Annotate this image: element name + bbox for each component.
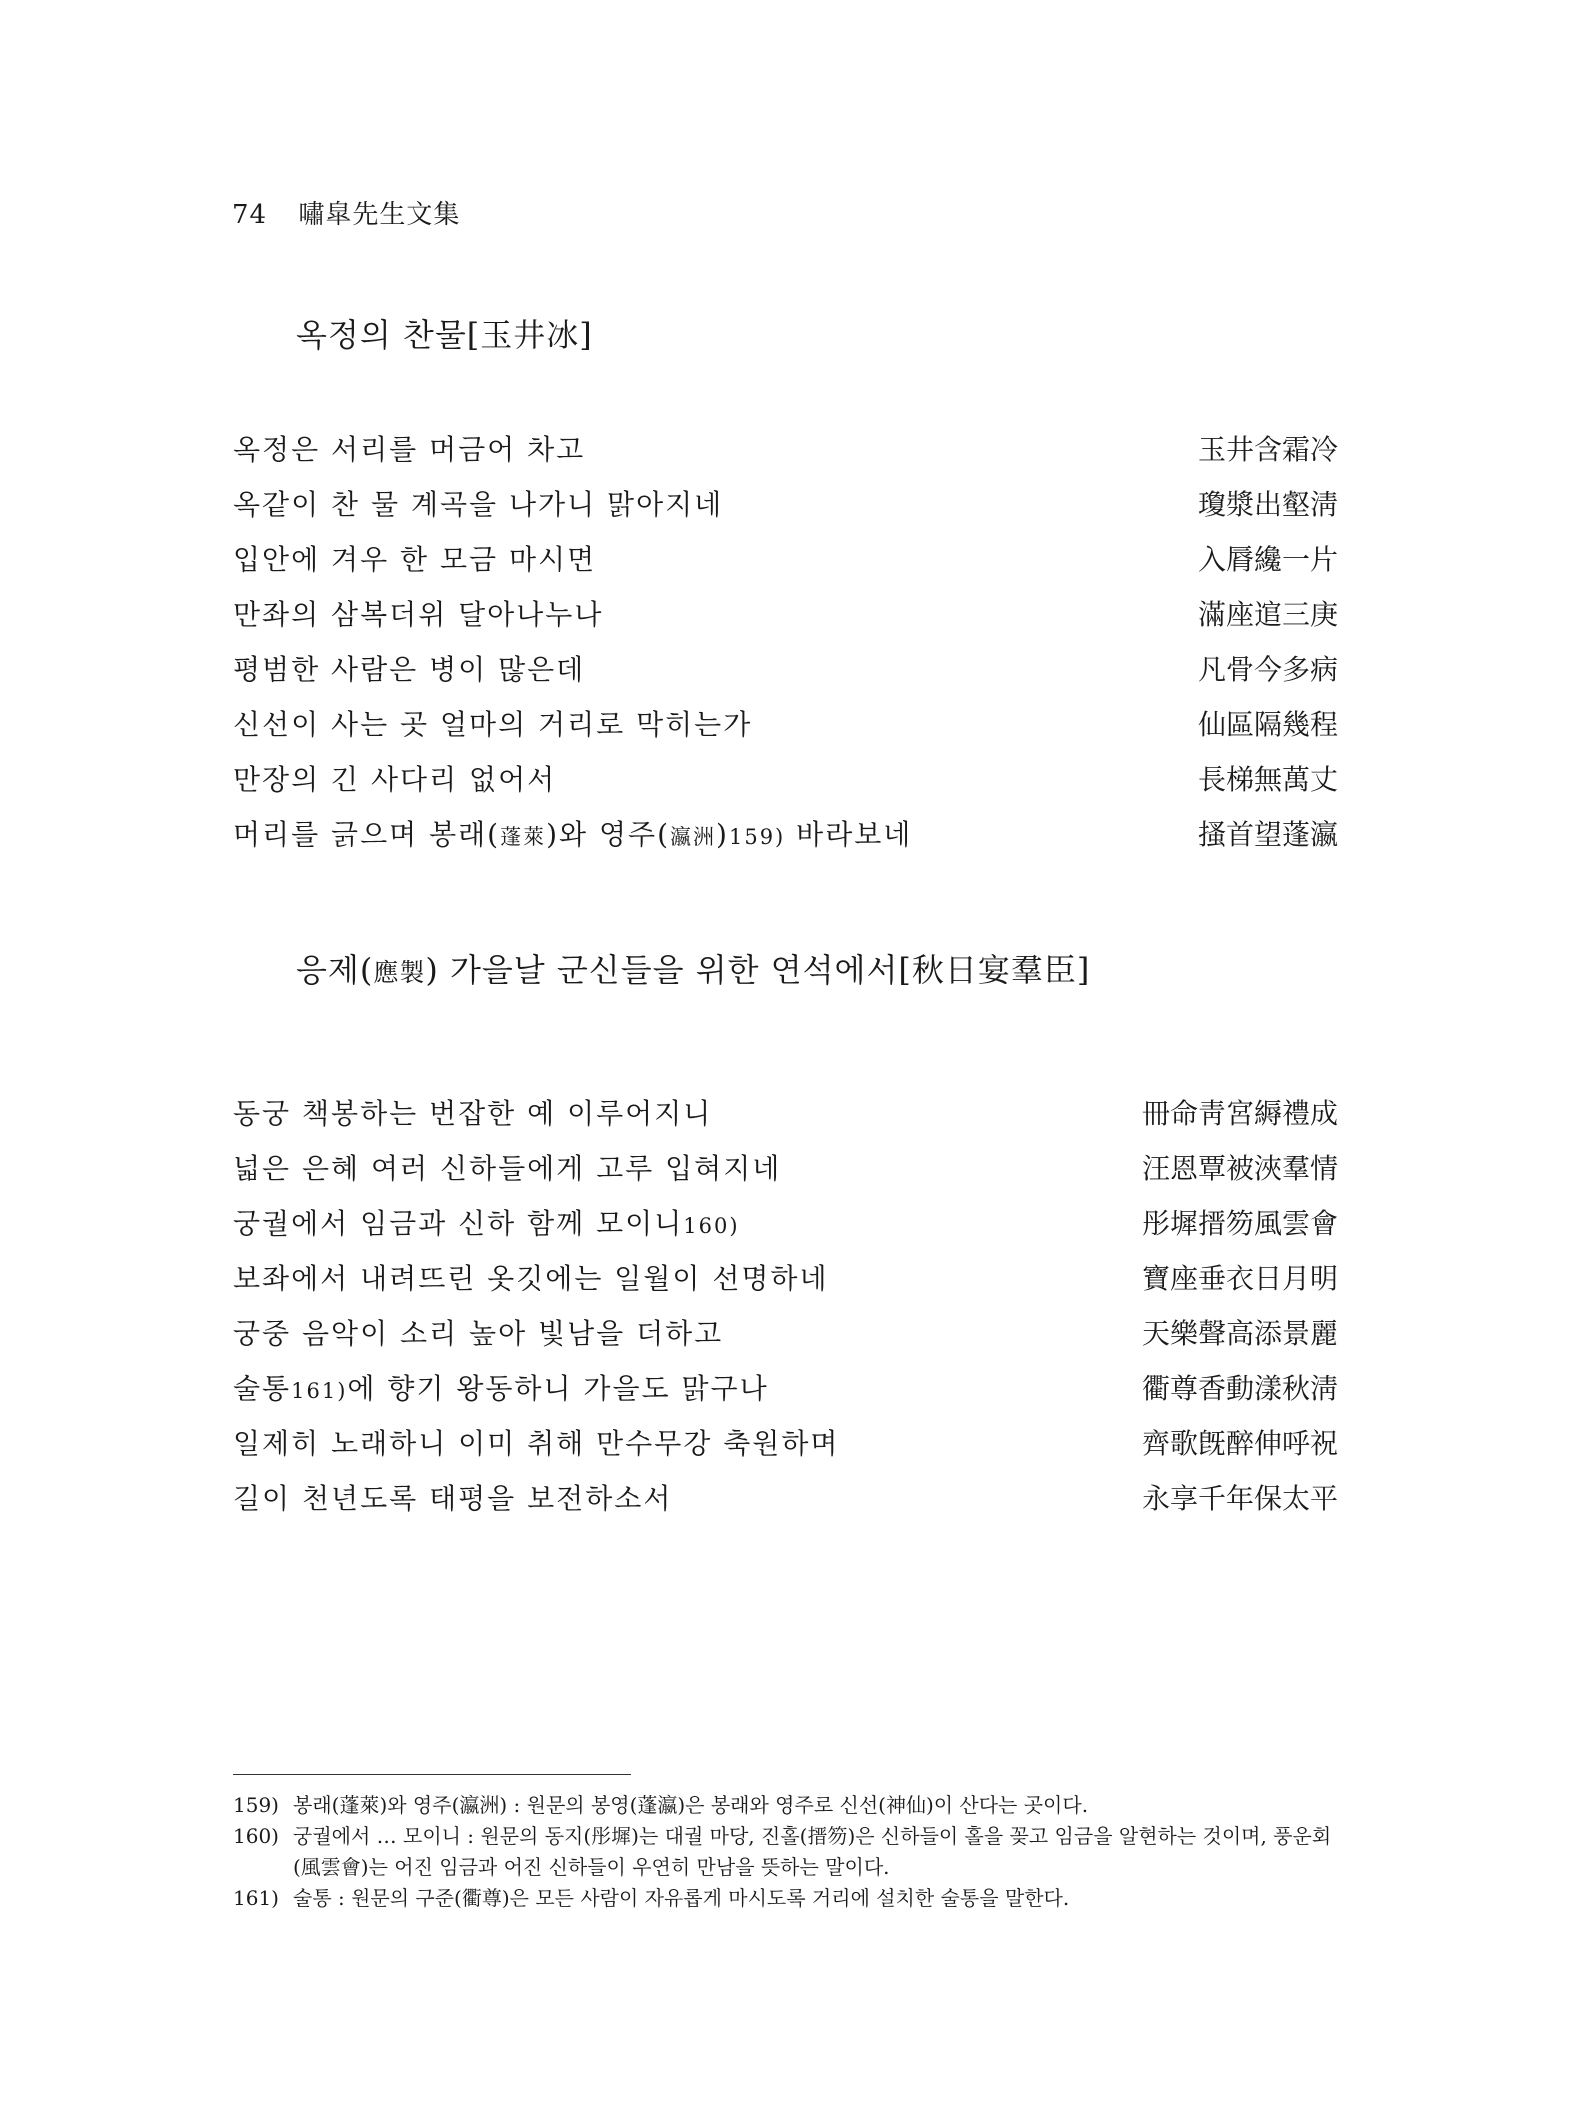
verse-korean: 일제히 노래하니 이미 취해 만수무강 축원하며 bbox=[233, 1427, 840, 1460]
verse-gloss: 瀛洲 bbox=[670, 825, 717, 849]
verse-korean: 만좌의 삼복더위 달아나누나 bbox=[233, 598, 604, 631]
verse-hanja: 永享千年保太平 bbox=[1141, 1482, 1338, 1515]
footnote bbox=[233, 1790, 1343, 1821]
verse-korean bbox=[233, 1361, 769, 1419]
verse-gloss: 蓬萊 bbox=[500, 825, 547, 849]
footnote bbox=[233, 1821, 1343, 1883]
verse-korean: 평범한 사람은 병이 많은데 bbox=[233, 653, 586, 686]
verse-korean: 신선이 사는 곳 얼마의 거리로 막히는가 bbox=[233, 708, 753, 741]
footnote-ref[interactable]: 160) bbox=[683, 1214, 740, 1238]
footnote-number: 160) bbox=[233, 1824, 279, 1848]
verse-hanja: 仙區隔幾程 bbox=[1197, 708, 1338, 741]
poem bbox=[233, 1086, 1338, 1526]
page-number: 74 bbox=[232, 200, 268, 230]
poem-title: 옥정의 찬물[玉井冰] bbox=[296, 316, 593, 354]
book-title: 嘯皐先生文集 bbox=[298, 200, 461, 230]
verse-hanja: 入脣纔一片 bbox=[1197, 543, 1338, 576]
verse-hanja: 凡骨今多病 bbox=[1197, 653, 1338, 686]
title-text: 응제( bbox=[296, 951, 374, 989]
verse-hanja: 天樂聲高添景麗 bbox=[1141, 1317, 1338, 1350]
verse-hanja: 彤墀搢笏風雲會 bbox=[1141, 1207, 1338, 1240]
verse-hanja: 長梯無萬丈 bbox=[1197, 763, 1338, 796]
verse-korean: 보좌에서 내려뜨린 옷깃에는 일월이 선명하네 bbox=[233, 1262, 829, 1295]
footnote-text: 봉래(蓬萊)와 영주(瀛洲) : 원문의 봉영(蓬瀛)은 봉래와 영주로 신선(神仙)이 산다는 곳이다. bbox=[293, 1793, 1089, 1817]
verse-text: 머리를 긁으며 봉래( bbox=[233, 818, 501, 851]
verse-korean bbox=[233, 807, 912, 865]
verse-text: 에 향기 왕동하니 가을도 맑구나 bbox=[347, 1372, 769, 1405]
verse-line bbox=[233, 532, 1338, 587]
verse-line bbox=[233, 477, 1338, 532]
verse-korean: 옥정은 서리를 머금어 차고 bbox=[233, 433, 586, 466]
title-gloss: 應製 bbox=[373, 958, 426, 987]
footnote-text: 술통 : 원문의 구준(衢尊)은 모든 사람이 자유롭게 마시도록 거리에 설치한 술통을 말한다. bbox=[293, 1886, 1070, 1910]
verse-hanja: 衢尊香動漾秋淸 bbox=[1141, 1372, 1338, 1405]
footnote-text: 궁궐에서 … 모이니 : 원문의 동지(彤墀)는 대궐 마당, 진홀(搢笏)은 신하들이 홀을 꽂고 임금을 알현하는 것이며, 풍운회(風雲會)는 어진 임금과 어진 신하들이 우연히 만남을 뜻하는 말이다. bbox=[293, 1824, 1332, 1879]
verse-hanja: 冊命靑宮縟禮成 bbox=[1141, 1097, 1338, 1130]
verse-text: 술통 bbox=[233, 1372, 292, 1405]
verse-korean: 만장의 긴 사다리 없어서 bbox=[233, 763, 557, 796]
verse-hanja: 搔首望蓬瀛 bbox=[1197, 818, 1338, 851]
verse-text: ) bbox=[716, 818, 729, 851]
verse-line bbox=[233, 1086, 1338, 1141]
footnotes bbox=[233, 1790, 1343, 1914]
verse-hanja: 齊歌旣醉伸呼祝 bbox=[1141, 1427, 1338, 1460]
verse-hanja: 玉井含霜冷 bbox=[1197, 433, 1338, 466]
footnote-number: 159) bbox=[233, 1793, 279, 1817]
title-text: ) 가을날 군신들을 위한 연석에서[秋日宴羣臣] bbox=[425, 951, 1091, 989]
verse-korean: 옥같이 찬 물 계곡을 나가니 맑아지네 bbox=[233, 488, 724, 521]
verse-hanja: 汪恩覃被浹羣情 bbox=[1141, 1152, 1338, 1185]
verse-line bbox=[233, 1141, 1338, 1196]
verse-hanja: 寶座垂衣日月明 bbox=[1141, 1262, 1338, 1295]
footnote-ref[interactable]: 159) bbox=[728, 825, 786, 849]
verse-korean: 길이 천년도록 태평을 보전하소서 bbox=[233, 1482, 673, 1515]
verse-line bbox=[233, 1361, 1338, 1416]
verse-korean bbox=[233, 1196, 740, 1254]
page-header bbox=[232, 194, 460, 231]
verse-line bbox=[233, 1306, 1338, 1361]
verse-korean: 궁중 음악이 소리 높아 빛남을 더하고 bbox=[233, 1317, 724, 1350]
verse-line bbox=[233, 587, 1338, 642]
verse-line bbox=[233, 422, 1338, 477]
verse-korean: 입안에 겨우 한 모금 마시면 bbox=[233, 543, 597, 576]
verse-line bbox=[233, 642, 1338, 697]
verse-korean: 동궁 책봉하는 번잡한 예 이루어지니 bbox=[233, 1097, 713, 1130]
verse-text: )와 영주( bbox=[546, 818, 671, 851]
verse-line bbox=[233, 807, 1338, 862]
verse-hanja: 瓊漿出壑淸 bbox=[1197, 488, 1338, 521]
verse-korean: 넓은 은혜 여러 신하들에게 고루 입혀지네 bbox=[233, 1152, 782, 1185]
verse-text: 궁궐에서 임금과 신하 함께 모이니 bbox=[233, 1207, 684, 1240]
verse-text: 바라보네 bbox=[785, 818, 913, 851]
verse-line bbox=[233, 1471, 1338, 1526]
footnote-ref[interactable]: 161) bbox=[291, 1379, 348, 1403]
verse-line bbox=[233, 1251, 1338, 1306]
verse-line bbox=[233, 752, 1338, 807]
footnote-number: 161) bbox=[233, 1886, 279, 1910]
verse-line bbox=[233, 1196, 1338, 1251]
poem bbox=[233, 422, 1338, 862]
footnote bbox=[233, 1883, 1343, 1914]
footnote-divider bbox=[233, 1774, 631, 1775]
verse-line bbox=[233, 1416, 1338, 1471]
poem-title bbox=[296, 945, 1090, 991]
verse-hanja: 滿座逭三庚 bbox=[1197, 598, 1338, 631]
verse-line bbox=[233, 697, 1338, 752]
